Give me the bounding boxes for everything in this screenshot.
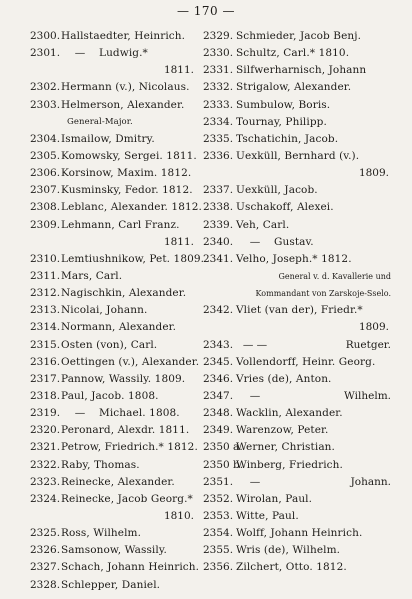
- entry-name: Mars, Carl.: [61, 269, 123, 282]
- entry-number: 2310.: [30, 252, 61, 265]
- list-entry: [203, 337, 393, 354]
- list-entry: [203, 457, 393, 474]
- entry-number: 2312.: [30, 287, 61, 300]
- entry-name: Lehmann, Carl Franz.: [61, 218, 180, 231]
- entry-number: 2305.: [30, 149, 61, 162]
- entry-number: 2334.: [203, 115, 234, 128]
- list-entry: [30, 97, 198, 114]
- entry-name: Hallstaedter, Heinrich.: [61, 30, 186, 42]
- list-entry: [30, 251, 205, 268]
- entry-number: 2349.: [203, 424, 234, 437]
- entry-name: Osten (von), Carl.: [61, 338, 158, 351]
- entry-name: Winberg, Friedrich.: [236, 458, 343, 471]
- entry-number: 2313.: [30, 304, 61, 317]
- list-entry: [203, 45, 393, 62]
- entry-name: Silfwerharnisch, Johann: [236, 64, 367, 77]
- entry-note: [30, 114, 198, 131]
- entry-name: Vollendorff, Heinr. Georg.: [236, 355, 376, 368]
- entry-name: Wirolan, Paul.: [236, 492, 313, 505]
- entry-name: Zilchert, Otto. 1812.: [236, 561, 347, 574]
- entry-name: Uexküll, Jacob.: [236, 184, 318, 197]
- entry-number: 2332.: [203, 81, 234, 94]
- entry-name: Ruetger.: [345, 338, 391, 351]
- entry-number: 2311.: [30, 269, 61, 282]
- page-number: — 170 —: [176, 4, 236, 18]
- entry-name: Komowsky, Sergei. 1811.: [61, 149, 197, 162]
- entry-name: Schmieder, Jacob Benj.: [236, 30, 362, 42]
- entry-number: 2304.: [30, 132, 61, 145]
- list-entry: [30, 268, 198, 285]
- ditto-mark: —: [74, 407, 86, 420]
- list-entry: [203, 28, 393, 45]
- entry-number: 2348.: [203, 407, 234, 420]
- ditto-mark: — —: [242, 338, 268, 351]
- list-entry: [203, 508, 393, 525]
- entry-name: Ismailow, Dmitry.: [61, 132, 155, 145]
- entry-name: Schlepper, Daniel.: [61, 578, 161, 591]
- entry-number: 2341.: [203, 252, 234, 265]
- entry-number: 2307.: [30, 184, 61, 197]
- entry-number: 2345.: [203, 355, 234, 368]
- list-entry: [30, 79, 198, 96]
- list-entry: [30, 405, 198, 422]
- entry-name: Nicolai, Johann.: [61, 304, 148, 317]
- entry-name: Vries (de), Anton.: [236, 372, 332, 385]
- list-entry: [30, 131, 198, 148]
- entry-number: 2331.: [203, 64, 234, 77]
- list-entry: [203, 542, 393, 559]
- entry-name: Ross, Wilhelm.: [61, 527, 142, 540]
- entry-name: Oettingen (v.), Alexander.: [61, 355, 200, 368]
- list-entry: [203, 405, 393, 422]
- entry-continuation: 1810.: [163, 509, 194, 522]
- entry-number: 2337.: [203, 184, 234, 197]
- list-entry: [30, 285, 198, 302]
- right-column: [203, 28, 393, 577]
- entry-name: Michael. 1808.: [99, 407, 180, 420]
- entry-number: 2319.: [30, 407, 61, 420]
- list-entry: [203, 302, 393, 319]
- entry-name: Korsinow, Maxim. 1812.: [61, 167, 192, 180]
- list-entry: [203, 474, 393, 491]
- list-entry: [203, 148, 393, 165]
- entry-name: Ludwig.*: [99, 47, 148, 60]
- list-entry: [203, 217, 393, 234]
- entry-number: 2308.: [30, 201, 61, 214]
- entry-name: Raby, Thomas.: [61, 458, 140, 471]
- ditto-mark: —: [74, 47, 86, 60]
- list-entry: [30, 165, 198, 182]
- list-entry: [30, 439, 198, 456]
- entry-name: Strigalow, Alexander.: [236, 81, 352, 94]
- entry-name: Reinecke, Jacob Georg.*: [61, 492, 193, 505]
- list-entry: [203, 199, 393, 216]
- entry-number: 2315.: [30, 338, 61, 351]
- list-entry: [30, 45, 198, 62]
- entry-name: Petrow, Friedrich.* 1812.: [61, 441, 198, 454]
- list-entry: [30, 559, 198, 576]
- entry-name: Wris (de), Wilhelm.: [236, 544, 341, 557]
- entry-continuation: 1811.: [163, 235, 194, 248]
- list-entry: [30, 542, 198, 559]
- entry-name: Sumbulow, Boris.: [236, 98, 331, 111]
- entry-continuation: 1811.: [163, 64, 194, 77]
- list-entry: [30, 388, 198, 405]
- list-entry: [203, 388, 393, 405]
- entry-number: 2356.: [203, 561, 234, 574]
- entry-name: Veh, Carl.: [236, 218, 290, 231]
- entry-number: 2350 a.: [203, 441, 243, 454]
- entry-number: 2300.: [30, 30, 61, 42]
- entry-name: Reinecke, Alexander.: [61, 475, 175, 488]
- entry-number: 2339.: [203, 218, 234, 231]
- entry-number: 2317.: [30, 372, 61, 385]
- entry-name: Gustav.: [274, 235, 314, 248]
- list-entry: [203, 114, 393, 131]
- entry-number: 2343.: [203, 338, 234, 351]
- list-entry: [203, 371, 393, 388]
- entry-number: 2354.: [203, 527, 234, 540]
- entry-name: Helmerson, Alexander.: [61, 98, 185, 111]
- list-entry: [203, 491, 393, 508]
- entry-name: Tournay, Philipp.: [236, 115, 327, 128]
- list-entry: [30, 491, 198, 508]
- entry-name: Uschakoff, Alexei.: [236, 201, 334, 214]
- list-entry: [30, 354, 198, 371]
- entry-note: General v. d. Kavallerie und: [278, 271, 391, 281]
- list-entry: [203, 525, 393, 542]
- list-entry: [30, 182, 198, 199]
- list-entry: [30, 457, 198, 474]
- entry-name: Tschatichin, Jacob.: [236, 132, 339, 145]
- entry-number: 2342.: [203, 304, 234, 317]
- entry-number: 2335.: [203, 132, 234, 145]
- entry-name: Pannow, Wassily. 1809.: [61, 372, 186, 385]
- list-entry: [30, 217, 198, 234]
- entry-name: Werner, Christian.: [236, 441, 335, 454]
- list-entry: [203, 439, 393, 456]
- entry-number: 2321.: [30, 441, 61, 454]
- list-entry: [203, 182, 393, 199]
- entry-number: 2318.: [30, 389, 61, 402]
- list-entry: [30, 577, 198, 594]
- entry-name: Wolff, Johann Heinrich.: [236, 527, 363, 540]
- entry-number: 2326.: [30, 544, 61, 557]
- entry-name: Leblanc, Alexander. 1812.: [61, 201, 202, 214]
- entry-number: 2324.: [30, 492, 61, 505]
- entry-number: 2346.: [203, 372, 234, 385]
- entry-note-text: General-Major.: [67, 116, 133, 127]
- left-column: [30, 28, 205, 594]
- entry-name: Schach, Johann Heinrich.: [61, 561, 200, 574]
- entry-number: 2325.: [30, 527, 61, 540]
- list-entry: [203, 79, 393, 96]
- entry-number: 2330.: [203, 47, 234, 60]
- list-entry: [30, 148, 198, 165]
- entry-number: 2302.: [30, 81, 61, 94]
- list-entry: [30, 199, 202, 216]
- entry-name: Nagischkin, Alexander.: [61, 287, 187, 300]
- entry-name: Normann, Alexander.: [61, 321, 177, 334]
- list-entry: [203, 97, 393, 114]
- list-entry: [30, 525, 198, 542]
- ditto-mark: —: [249, 389, 261, 402]
- list-entry: [30, 28, 198, 45]
- entry-continuation: 1809.: [358, 167, 389, 180]
- entry-number: 2301.: [30, 47, 61, 60]
- ditto-mark: —: [249, 475, 261, 488]
- entry-name: Lemtiushnikow, Pet. 1809.: [61, 252, 205, 265]
- entry-number: 2316.: [30, 355, 61, 368]
- entry-number: 2303.: [30, 98, 61, 111]
- entry-number: 2323.: [30, 475, 61, 488]
- list-entry: [203, 234, 393, 251]
- entry-number: 2314.: [30, 321, 61, 334]
- ditto-mark: —: [249, 235, 261, 248]
- entry-name: Vliet (van der), Friedr.*: [236, 304, 363, 317]
- entry-note: Kommandant von Zarskoje-Sselo.: [255, 289, 391, 299]
- entry-name: Samsonow, Wassily.: [61, 544, 167, 557]
- entry-name: Wilhelm.: [344, 389, 391, 402]
- entry-number: 2306.: [30, 167, 61, 180]
- entry-name: Johann.: [350, 475, 391, 488]
- list-entry: [30, 474, 198, 491]
- entry-number: 2355.: [203, 544, 234, 557]
- entry-name: Uexküll, Bernhard (v.).: [236, 149, 360, 162]
- entry-number: 2327.: [30, 561, 61, 574]
- entry-name: Wacklin, Alexander.: [236, 407, 343, 420]
- entry-name: Schultz, Carl.* 1810.: [236, 47, 350, 60]
- entry-number: 2328.: [30, 578, 61, 591]
- entry-name: Peronard, Alexdr. 1811.: [61, 424, 190, 437]
- list-entry: [203, 559, 393, 576]
- list-entry: [203, 251, 393, 268]
- entry-continuation: 1809.: [358, 321, 389, 334]
- list-entry: [203, 131, 393, 148]
- entry-number: 2322.: [30, 458, 61, 471]
- list-entry: [30, 371, 198, 388]
- entry-number: 2329.: [203, 30, 234, 42]
- entry-name: Kusminsky, Fedor. 1812.: [61, 184, 193, 197]
- list-entry: [30, 337, 198, 354]
- list-entry: [203, 62, 393, 79]
- entry-number: 2352.: [203, 492, 234, 505]
- entry-number: 2320.: [30, 424, 61, 437]
- entry-name: Warenzow, Peter.: [236, 424, 329, 437]
- entry-name: Witte, Paul.: [236, 509, 299, 522]
- entry-number: 2340.: [203, 235, 234, 248]
- entry-number: 2333.: [203, 98, 234, 111]
- entry-name: Paul, Jacob. 1808.: [61, 389, 159, 402]
- list-entry: [30, 422, 198, 439]
- entry-name: Velho, Joseph.* 1812.: [236, 252, 352, 265]
- entry-number: 2350 b.: [203, 458, 244, 471]
- entry-number: 2336.: [203, 149, 234, 162]
- entry-number: 2353.: [203, 509, 234, 522]
- entry-number: 2347.: [203, 389, 234, 402]
- entry-number: 2351.: [203, 475, 234, 488]
- entry-name: Hermann (v.), Nicolaus.: [61, 81, 190, 94]
- list-entry: [30, 302, 198, 319]
- list-entry: [203, 422, 393, 439]
- list-entry: [30, 319, 198, 336]
- entry-number: 2338.: [203, 201, 234, 214]
- list-entry: [203, 354, 393, 371]
- entry-number: 2309.: [30, 218, 61, 231]
